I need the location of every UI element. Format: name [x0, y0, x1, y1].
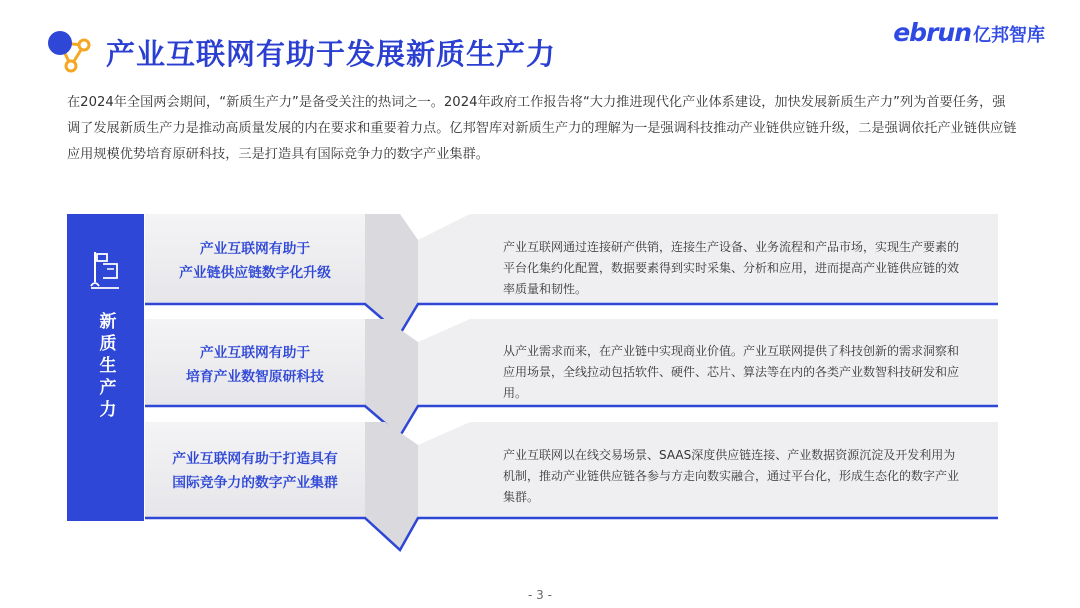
sidebar-label-bar — [67, 214, 144, 521]
flag-document-icon — [89, 248, 123, 292]
row2-title — [150, 341, 360, 389]
row3-title — [150, 447, 360, 495]
row2-description: 从产业需求而来，在产业链中实现商业价值。产业互联网提供了科技创新的需求洞察和应用场景，全线拉动包括软件、硬件、芯片、算法等在内的各类产业数智科技研发和应用。 — [503, 344, 960, 400]
row2-title-line2: 培育产业数智原研科技 — [186, 369, 324, 385]
page-number: - 3 - — [528, 588, 552, 602]
row1-title-line1: 产业互联网有助于 — [199, 241, 311, 257]
page-title: 产业互联网有助于发展新质生产力 — [106, 37, 557, 71]
intro-paragraph: 在2024年全国两会期间，“新质生产力”是备受关注的热词之一。2024年政府工作报告将“大力推进现代化产业体系建设，加快发展新质生产力”列为首要任务，强调了发展新质生产力是推动高质量发展的内在要求和重要着力点。亿邦智库对新质生产力的理解为一是强调科技推动产业链供应链升级，二是强调依托产业链供应链应用规模优势培育原研科技，三是打造具有国际竞争力的数字产业集群。 — [67, 95, 1017, 162]
row3-description: 产业互联网以在线交易场景、SAAS深度供应链连接、产业数据资源沉淀及开发利用为机制，推动产业链供应链各参与方走向数实融合，通过平台化，形成生态化的数字产业集群。 — [503, 448, 960, 504]
row1-title — [150, 237, 360, 285]
row3-title-line1: 产业互联网有助于打造具有 — [172, 451, 338, 467]
row3-title-line2: 国际竞争力的数字产业集群 — [172, 475, 338, 491]
brand-mark: ebrun — [893, 18, 971, 47]
row3-arrow-line — [145, 518, 998, 550]
row1-title-line2: 产业链供应链数字化升级 — [179, 265, 331, 281]
sidebar-label: 新质生产力 — [95, 312, 116, 422]
row1-description: 产业互联网通过连接研产供销，连接生产设备、业务流程和产品市场，实现生产要素的平台化集约化配置，数据要素得到实时采集、分析和应用，进而提高产业链供应链的效率质量和韧性。 — [503, 240, 960, 296]
row2-title-line1: 产业互联网有助于 — [199, 345, 311, 361]
brand-name: 亿邦智库 — [973, 25, 1045, 46]
